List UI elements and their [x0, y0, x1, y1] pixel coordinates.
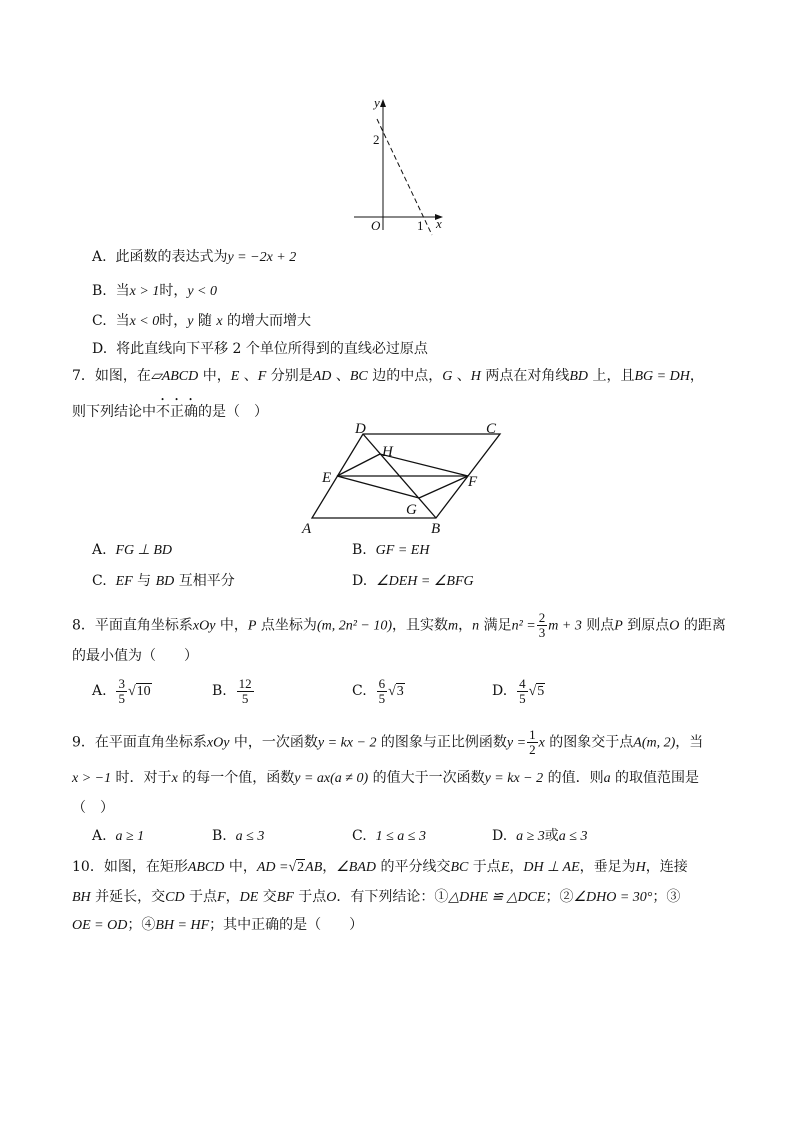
q7-stem-line2: [72, 396, 268, 422]
stem-text: 、: [331, 368, 350, 384]
fraction: [517, 677, 528, 706]
stem-text: 的是（ ）: [198, 404, 268, 420]
option-label: C.: [352, 683, 367, 699]
option-label: D.: [492, 683, 508, 699]
stem-math: H: [470, 369, 481, 384]
q7-option-d: [352, 571, 474, 592]
option-label: B.: [92, 283, 107, 299]
fraction-denominator: 5: [378, 690, 386, 706]
square-root: √2: [288, 860, 305, 875]
q6-option-a: [92, 247, 296, 268]
stem-text: 上，且: [588, 368, 635, 384]
q7-option-c: [92, 571, 235, 592]
origin-label: O: [371, 218, 381, 233]
linear-function-graph: [340, 95, 450, 240]
stem-text: 满足: [479, 617, 512, 634]
option-math: a ≤ 3: [235, 829, 265, 844]
stem-text: 的值大于一次函数: [368, 770, 485, 786]
option-label: B.: [212, 828, 227, 844]
option-math: x: [216, 314, 223, 329]
q7-stem-line1: [72, 366, 704, 387]
y-axis-arrow: [380, 99, 386, 107]
x-tick-label: 1: [417, 218, 424, 233]
q8-option-d: [492, 676, 545, 707]
fraction-denominator: 5: [241, 690, 249, 706]
stem-text: 的最小值为（ ）: [72, 648, 198, 664]
stem-math: O: [669, 618, 680, 634]
point-label-b: B: [431, 521, 441, 537]
option-label: D.: [92, 341, 108, 357]
radicand: 2: [297, 860, 305, 875]
emphasized-text: 不正确: [156, 404, 198, 420]
stem-math: ∠DHO = 30°: [573, 890, 653, 905]
stem-math: BF: [276, 890, 294, 905]
option-label: B.: [212, 683, 227, 699]
stem-math: H: [635, 860, 646, 875]
option-math: x > 1: [129, 284, 160, 299]
stem-text: ，: [458, 617, 473, 634]
stem-math: AB: [305, 860, 323, 875]
square-root: √5: [528, 684, 545, 699]
stem-math: F: [257, 369, 267, 384]
stem-text: 中，: [198, 368, 231, 384]
stem-text: ；③: [652, 889, 681, 905]
stem-text: 分别是: [266, 368, 313, 384]
fraction-numerator: 1: [529, 727, 536, 742]
stem-math: O: [326, 890, 337, 905]
stem-math: E: [230, 369, 240, 384]
option-text: 将此直线向下平移 2 个单位所得到的直线必过原点: [116, 341, 428, 357]
option-label: A.: [92, 828, 107, 844]
q8-stem-line1: [72, 611, 726, 641]
fraction-numerator: 12: [238, 675, 252, 691]
stem-text: 则下列结论中: [72, 404, 156, 420]
q10-stem-line1: [72, 857, 688, 878]
fraction-denominator: 5: [118, 690, 125, 706]
fraction-denominator: 3: [538, 625, 546, 640]
q9-stem-line1: [72, 728, 703, 758]
stem-text: ；其中正确的是（ ）: [209, 917, 364, 933]
stem-text: ，连接: [645, 859, 688, 875]
stem-math: ABCD: [187, 860, 225, 875]
stem-text: 的平分线交: [376, 859, 451, 875]
stem-math: AD: [312, 369, 332, 384]
option-math: y < 0: [187, 284, 217, 299]
point-label-d: D: [355, 421, 366, 437]
stem-text: 边的中点，: [367, 368, 443, 384]
q9-stem-line3: [72, 798, 114, 818]
option-label: C.: [92, 573, 107, 589]
stem-text: 到原点: [622, 617, 670, 634]
stem-math: E: [500, 860, 510, 875]
q8-option-b: [212, 676, 255, 706]
stem-math: P: [247, 618, 257, 634]
stem-math: y = kx − 2: [317, 735, 377, 751]
option-math: x < 0: [129, 314, 160, 329]
stem-math: BH: [72, 890, 91, 905]
segment-eg: [337, 476, 419, 498]
option-math: a ≤ 3: [558, 829, 588, 844]
stem-text: 、: [452, 368, 471, 384]
stem-math: P: [614, 618, 623, 634]
option-label: A.: [92, 249, 107, 265]
point-label-f: F: [468, 474, 478, 490]
stem-math: ▱ABCD: [150, 369, 199, 384]
option-math: ∠DEH = ∠BFG: [376, 574, 474, 589]
stem-text: 7．如图，在: [72, 368, 151, 384]
point-label-g: G: [406, 502, 417, 518]
stem-math: m: [448, 618, 459, 634]
q9-stem-line2: [72, 768, 699, 789]
option-label: D.: [492, 828, 508, 844]
option-label: D.: [352, 573, 368, 589]
q8-stem-line2: [72, 646, 198, 666]
x-axis-label: x: [436, 216, 442, 231]
stem-text: 两点在对角线: [480, 368, 570, 384]
stem-text: 于点: [468, 859, 501, 875]
radicand: 10: [136, 684, 151, 699]
fraction-denominator: 2: [529, 742, 536, 757]
point-label-c: C: [486, 421, 497, 437]
square-root: √10: [127, 684, 151, 699]
option-math: y = −2x + 2: [227, 250, 297, 265]
stem-math: DE: [239, 890, 259, 905]
stem-math: xOy: [206, 735, 230, 751]
option-text: 互相平分: [174, 573, 235, 589]
q6-option-d: [92, 339, 428, 359]
stem-math: △DHE ≌ △DCE: [448, 890, 546, 905]
stem-math: xOy: [192, 618, 216, 634]
option-label: A.: [92, 542, 107, 558]
stem-text: 的图象交于点: [544, 734, 634, 751]
q7-option-b: [352, 540, 429, 561]
option-math: y: [187, 314, 194, 329]
stem-math: BG = DH: [634, 369, 690, 384]
option-text: 此函数的表达式为: [115, 249, 228, 265]
stem-math: BD: [569, 369, 589, 384]
stem-text: ，且实数: [392, 617, 449, 634]
stem-math: x: [538, 735, 545, 751]
stem-math: BH = HF: [155, 918, 210, 933]
fraction-numerator: 3: [118, 675, 125, 691]
q9-option-a: [92, 826, 144, 847]
stem-text: 、: [239, 368, 258, 384]
stem-text: 10．如图，在矩形: [72, 859, 188, 875]
q6-option-b: [92, 281, 217, 302]
option-label: B.: [352, 542, 367, 558]
y-axis-label: y: [374, 95, 380, 110]
option-text: 随: [193, 313, 217, 329]
q10-stem-line2: [72, 887, 680, 908]
stem-text: 的每一个值，函数: [177, 770, 295, 786]
stem-text: ，: [509, 859, 524, 875]
stem-text: 中，一次函数: [229, 734, 318, 751]
stem-math: y = kx − 2: [484, 771, 544, 786]
stem-text: 中，: [224, 859, 257, 875]
y-tick-label: 2: [373, 132, 380, 147]
q9-option-c: [352, 826, 426, 847]
stem-text: ．有下列结论：①: [336, 889, 449, 905]
stem-text: 点坐标为: [256, 617, 317, 634]
fraction: [116, 677, 127, 706]
fraction: [237, 677, 254, 706]
option-math: a ≥ 3: [516, 829, 545, 844]
option-text: 时，: [159, 283, 188, 299]
option-text: 当: [115, 313, 130, 329]
stem-text: 中，: [215, 617, 248, 634]
stem-text: 于点: [293, 889, 327, 905]
stem-text: 的取值范围是: [610, 770, 700, 786]
fraction-numerator: 2: [538, 610, 546, 625]
option-label: C.: [352, 828, 367, 844]
stem-text: 的值．则: [543, 770, 604, 786]
point-label-a: A: [302, 521, 312, 537]
stem-math: n: [472, 618, 480, 634]
stem-math: F: [217, 890, 226, 905]
point-label-h: H: [382, 444, 393, 460]
stem-math: A(m, 2): [633, 735, 676, 751]
option-text: 与: [132, 573, 156, 589]
stem-math: BC: [450, 860, 469, 875]
stem-text: 则点: [581, 617, 615, 634]
function-line: [377, 119, 432, 235]
stem-text: ，垂足为: [579, 859, 636, 875]
q9-option-d: [492, 826, 587, 847]
fraction: [377, 677, 388, 706]
stem-math: x: [171, 771, 178, 786]
fraction: [537, 611, 548, 640]
stem-math: y =: [506, 735, 527, 751]
stem-math: CD: [165, 890, 185, 905]
stem-text: ，: [225, 889, 240, 905]
square-root: √3: [388, 684, 404, 699]
fraction-numerator: 4: [519, 675, 526, 691]
stem-text: ；②: [545, 889, 574, 905]
stem-math: x > −1: [72, 771, 112, 786]
stem-text: ；④: [127, 917, 156, 933]
option-label: C.: [92, 313, 107, 329]
fraction: [527, 728, 538, 757]
option-math: GF = EH: [375, 543, 430, 558]
q8-option-c: [352, 676, 405, 707]
stem-math: m + 3: [548, 618, 582, 634]
q7-option-a: [92, 540, 172, 561]
stem-math: (m, 2n² − 10): [316, 618, 393, 634]
stem-text: 9．在平面直角坐标系: [72, 734, 207, 751]
option-text: 当: [115, 283, 130, 299]
stem-math: ∠BAD: [336, 860, 377, 875]
fraction-denominator: 5: [519, 690, 526, 706]
radicand: 5: [537, 684, 545, 699]
stem-text: 的距离: [679, 617, 726, 634]
segment-gf: [419, 476, 468, 498]
stem-text: 时．对于: [111, 770, 172, 786]
option-math: 1 ≤ a ≤ 3: [375, 829, 426, 844]
stem-math: y = ax(a ≠ 0): [294, 771, 369, 786]
stem-math: OE = OD: [72, 918, 128, 933]
option-label: A.: [92, 683, 107, 699]
stem-math: DH ⊥ AE: [523, 860, 580, 875]
stem-text: 并延长，交: [90, 889, 166, 905]
option-text: 的增大而增大: [222, 313, 312, 329]
option-math: FG ⊥ BD: [115, 543, 172, 558]
q9-option-b: [212, 826, 264, 847]
stem-text: 交: [258, 889, 277, 905]
parallelogram-figure: [300, 420, 510, 538]
option-math: a ≥ 1: [115, 829, 145, 844]
stem-math: AD =: [256, 860, 289, 875]
option-math: BD: [155, 574, 175, 589]
q6-option-c: [92, 311, 311, 332]
stem-math: n² =: [511, 618, 536, 634]
option-text: 时，: [159, 313, 188, 329]
stem-text: 的图象与正比例函数: [376, 734, 507, 751]
segment-hf: [380, 454, 468, 476]
stem-math: BC: [349, 369, 368, 384]
stem-text: （ ）: [72, 800, 114, 816]
q10-stem-line3: [72, 915, 363, 936]
stem-math: G: [442, 369, 453, 384]
option-math: EF: [115, 574, 133, 589]
fraction-numerator: 6: [378, 675, 386, 691]
stem-math: a: [603, 771, 611, 786]
stem-text: 8．平面直角坐标系: [72, 617, 193, 634]
stem-text: ，: [689, 368, 704, 384]
stem-text: ，: [322, 859, 337, 875]
stem-text: 于点: [184, 889, 218, 905]
radicand: 3: [396, 684, 404, 699]
stem-text: ，当: [675, 734, 704, 751]
q8-option-a: [92, 676, 152, 707]
point-label-e: E: [322, 470, 332, 486]
option-text: 或: [544, 828, 559, 844]
